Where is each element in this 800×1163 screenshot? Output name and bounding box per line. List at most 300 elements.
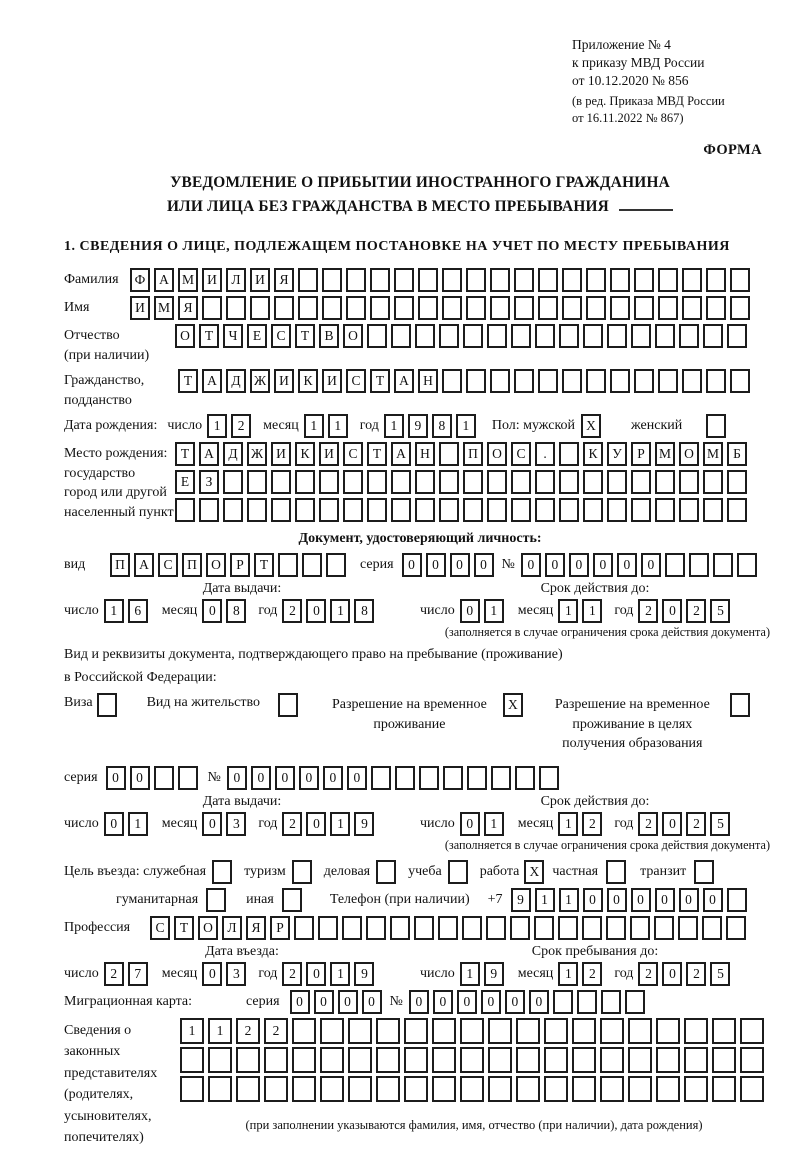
char-box[interactable]: 0 — [617, 553, 637, 577]
char-box[interactable]: 1 — [558, 599, 578, 623]
birth-year-field[interactable] — [384, 414, 480, 438]
char-box[interactable]: 1 — [104, 599, 124, 623]
char-box[interactable]: 0 — [106, 766, 126, 790]
birthplace-row3-field[interactable] — [175, 498, 751, 522]
char-box[interactable]: 3 — [226, 962, 246, 986]
char-box[interactable]: Ж — [250, 369, 270, 393]
char-box[interactable]: 2 — [282, 599, 302, 623]
char-box[interactable] — [488, 1047, 512, 1073]
char-box[interactable] — [600, 1076, 624, 1102]
residence-number-field[interactable] — [227, 766, 563, 790]
char-box[interactable]: П — [182, 553, 202, 577]
char-box[interactable] — [634, 296, 654, 320]
char-box[interactable]: Я — [178, 296, 198, 320]
char-box[interactable] — [559, 470, 579, 494]
char-box[interactable]: 2 — [582, 962, 602, 986]
char-box[interactable] — [292, 1018, 316, 1044]
char-box[interactable] — [442, 268, 462, 292]
char-box[interactable] — [727, 498, 747, 522]
char-box[interactable] — [180, 1047, 204, 1073]
char-box[interactable]: 1 — [559, 888, 579, 912]
char-box[interactable] — [655, 498, 675, 522]
char-box[interactable] — [439, 470, 459, 494]
doc-kind-field[interactable] — [110, 553, 350, 577]
char-box[interactable] — [442, 369, 462, 393]
char-box[interactable]: О — [679, 442, 699, 466]
char-box[interactable] — [737, 553, 757, 577]
residence-valid-month-field[interactable] — [558, 812, 606, 836]
char-box[interactable] — [679, 498, 699, 522]
char-box[interactable] — [250, 296, 270, 320]
char-box[interactable] — [631, 498, 651, 522]
char-box[interactable] — [370, 268, 390, 292]
doc-series-field[interactable] — [402, 553, 498, 577]
patronymic-field[interactable] — [175, 324, 751, 348]
entry-day-field[interactable] — [104, 962, 152, 986]
char-box[interactable] — [439, 324, 459, 348]
char-box[interactable] — [348, 1076, 372, 1102]
char-box[interactable] — [376, 860, 396, 884]
char-box[interactable] — [559, 442, 579, 466]
char-box[interactable] — [394, 268, 414, 292]
char-box[interactable]: 1 — [330, 812, 350, 836]
char-box[interactable] — [295, 498, 315, 522]
residence-issue-day-field[interactable] — [104, 812, 152, 836]
char-box[interactable] — [460, 1076, 484, 1102]
char-box[interactable] — [586, 369, 606, 393]
char-box[interactable]: 1 — [456, 414, 476, 438]
char-box[interactable] — [538, 369, 558, 393]
char-box[interactable]: 0 — [545, 553, 565, 577]
char-box[interactable] — [319, 470, 339, 494]
char-box[interactable]: 2 — [282, 962, 302, 986]
char-box[interactable] — [302, 553, 322, 577]
char-box[interactable] — [544, 1047, 568, 1073]
name-field[interactable] — [130, 296, 754, 320]
char-box[interactable]: 2 — [686, 962, 706, 986]
char-box[interactable]: Н — [415, 442, 435, 466]
char-box[interactable]: 2 — [638, 599, 658, 623]
char-box[interactable] — [514, 369, 534, 393]
char-box[interactable]: С — [158, 553, 178, 577]
char-box[interactable] — [208, 1047, 232, 1073]
char-box[interactable]: Т — [178, 369, 198, 393]
char-box[interactable] — [607, 498, 627, 522]
char-box[interactable] — [572, 1076, 596, 1102]
char-box[interactable] — [665, 553, 685, 577]
char-box[interactable] — [343, 470, 363, 494]
char-box[interactable] — [367, 498, 387, 522]
char-box[interactable]: А — [134, 553, 154, 577]
char-box[interactable]: 0 — [202, 962, 222, 986]
char-box[interactable] — [553, 990, 573, 1014]
char-box[interactable] — [97, 693, 117, 717]
char-box[interactable] — [539, 766, 559, 790]
char-box[interactable]: И — [322, 369, 342, 393]
char-box[interactable]: 0 — [662, 962, 682, 986]
char-box[interactable] — [516, 1018, 540, 1044]
char-box[interactable] — [703, 498, 723, 522]
char-box[interactable] — [538, 296, 558, 320]
char-box[interactable]: 0 — [227, 766, 247, 790]
migration-number-field[interactable] — [409, 990, 649, 1014]
char-box[interactable]: К — [298, 369, 318, 393]
purpose-business-checkbox[interactable] — [376, 860, 400, 884]
char-box[interactable] — [703, 470, 723, 494]
char-box[interactable]: 8 — [226, 599, 246, 623]
char-box[interactable] — [264, 1076, 288, 1102]
char-box[interactable]: 0 — [457, 990, 477, 1014]
char-box[interactable]: 0 — [460, 599, 480, 623]
char-box[interactable] — [630, 916, 650, 940]
char-box[interactable]: Б — [727, 442, 747, 466]
char-box[interactable]: 0 — [521, 553, 541, 577]
phone-field[interactable] — [511, 888, 751, 912]
char-box[interactable] — [625, 990, 645, 1014]
char-box[interactable] — [740, 1076, 764, 1102]
char-box[interactable] — [516, 1076, 540, 1102]
char-box[interactable]: 1 — [180, 1018, 204, 1044]
char-box[interactable]: Л — [226, 268, 246, 292]
char-box[interactable]: 1 — [208, 1018, 232, 1044]
char-box[interactable] — [606, 916, 626, 940]
purpose-tourism-checkbox[interactable] — [292, 860, 316, 884]
char-box[interactable]: 2 — [686, 812, 706, 836]
char-box[interactable]: 0 — [460, 812, 480, 836]
char-box[interactable]: Т — [295, 324, 315, 348]
char-box[interactable] — [628, 1047, 652, 1073]
char-box[interactable]: Ж — [247, 442, 267, 466]
char-box[interactable] — [727, 470, 747, 494]
char-box[interactable] — [212, 860, 232, 884]
char-box[interactable]: 0 — [433, 990, 453, 1014]
char-box[interactable] — [730, 268, 750, 292]
char-box[interactable]: 8 — [354, 599, 374, 623]
char-box[interactable] — [467, 766, 487, 790]
citizenship-field[interactable] — [178, 369, 754, 393]
char-box[interactable] — [628, 1018, 652, 1044]
char-box[interactable] — [658, 369, 678, 393]
char-box[interactable] — [610, 369, 630, 393]
char-box[interactable] — [391, 324, 411, 348]
char-box[interactable] — [491, 766, 511, 790]
residence-valid-year-field[interactable] — [638, 812, 734, 836]
char-box[interactable] — [278, 693, 298, 717]
char-box[interactable] — [656, 1076, 680, 1102]
char-box[interactable] — [577, 990, 597, 1014]
residence-permit-checkbox[interactable] — [278, 693, 302, 717]
char-box[interactable] — [631, 470, 651, 494]
char-box[interactable] — [319, 498, 339, 522]
char-box[interactable] — [320, 1047, 344, 1073]
char-box[interactable] — [703, 324, 723, 348]
char-box[interactable]: У — [607, 442, 627, 466]
doc-issue-year-field[interactable] — [282, 599, 378, 623]
char-box[interactable]: С — [150, 916, 170, 940]
char-box[interactable] — [404, 1076, 428, 1102]
char-box[interactable]: . — [535, 442, 555, 466]
char-box[interactable] — [390, 916, 410, 940]
char-box[interactable] — [292, 860, 312, 884]
char-box[interactable] — [684, 1076, 708, 1102]
char-box[interactable]: С — [343, 442, 363, 466]
char-box[interactable] — [511, 470, 531, 494]
char-box[interactable]: 1 — [304, 414, 324, 438]
char-box[interactable] — [376, 1018, 400, 1044]
char-box[interactable] — [466, 268, 486, 292]
char-box[interactable]: 1 — [328, 414, 348, 438]
surname-field[interactable] — [130, 268, 754, 292]
char-box[interactable] — [658, 296, 678, 320]
char-box[interactable]: 9 — [354, 812, 374, 836]
char-box[interactable]: 0 — [481, 990, 501, 1014]
char-box[interactable] — [247, 498, 267, 522]
char-box[interactable]: 0 — [662, 812, 682, 836]
char-box[interactable]: 1 — [207, 414, 227, 438]
char-box[interactable]: А — [154, 268, 174, 292]
char-box[interactable]: 6 — [128, 599, 148, 623]
char-box[interactable] — [178, 766, 198, 790]
char-box[interactable]: 0 — [607, 888, 627, 912]
sex-female-checkbox[interactable] — [706, 414, 730, 438]
char-box[interactable] — [516, 1047, 540, 1073]
char-box[interactable] — [486, 916, 506, 940]
char-box[interactable] — [487, 498, 507, 522]
char-box[interactable]: А — [394, 369, 414, 393]
char-box[interactable] — [712, 1018, 736, 1044]
char-box[interactable] — [271, 470, 291, 494]
char-box[interactable] — [488, 1076, 512, 1102]
char-box[interactable]: К — [583, 442, 603, 466]
char-box[interactable] — [689, 553, 709, 577]
char-box[interactable] — [583, 498, 603, 522]
char-box[interactable]: М — [703, 442, 723, 466]
purpose-transit-checkbox[interactable] — [694, 860, 718, 884]
char-box[interactable] — [511, 498, 531, 522]
char-box[interactable] — [439, 442, 459, 466]
char-box[interactable] — [404, 1047, 428, 1073]
char-box[interactable] — [206, 888, 226, 912]
stay-day-field[interactable] — [460, 962, 508, 986]
representatives-row1-field[interactable] — [180, 1018, 768, 1044]
char-box[interactable] — [348, 1047, 372, 1073]
char-box[interactable]: Р — [270, 916, 290, 940]
char-box[interactable] — [463, 470, 483, 494]
char-box[interactable]: 0 — [662, 599, 682, 623]
char-box[interactable]: А — [202, 369, 222, 393]
char-box[interactable]: 0 — [306, 962, 326, 986]
char-box[interactable] — [298, 296, 318, 320]
char-box[interactable] — [631, 324, 651, 348]
birth-month-field[interactable] — [304, 414, 352, 438]
char-box[interactable] — [264, 1047, 288, 1073]
purpose-work-checkbox[interactable] — [524, 860, 548, 884]
char-box[interactable]: Д — [223, 442, 243, 466]
char-box[interactable]: П — [463, 442, 483, 466]
residence-valid-day-field[interactable] — [460, 812, 508, 836]
char-box[interactable] — [682, 268, 702, 292]
char-box[interactable]: 9 — [408, 414, 428, 438]
char-box[interactable]: X — [524, 860, 544, 884]
char-box[interactable]: 0 — [306, 599, 326, 623]
visa-checkbox[interactable] — [97, 693, 121, 717]
char-box[interactable] — [682, 296, 702, 320]
char-box[interactable] — [582, 916, 602, 940]
char-box[interactable]: В — [319, 324, 339, 348]
char-box[interactable] — [432, 1047, 456, 1073]
char-box[interactable] — [706, 414, 726, 438]
doc-valid-year-field[interactable] — [638, 599, 734, 623]
char-box[interactable]: 5 — [710, 599, 730, 623]
char-box[interactable] — [679, 470, 699, 494]
char-box[interactable] — [370, 296, 390, 320]
char-box[interactable] — [223, 470, 243, 494]
char-box[interactable]: 1 — [330, 962, 350, 986]
char-box[interactable]: 1 — [535, 888, 555, 912]
representatives-row2-field[interactable] — [180, 1047, 768, 1073]
purpose-official-checkbox[interactable] — [212, 860, 236, 884]
char-box[interactable] — [466, 369, 486, 393]
char-box[interactable] — [226, 296, 246, 320]
char-box[interactable] — [418, 296, 438, 320]
char-box[interactable] — [488, 1018, 512, 1044]
char-box[interactable] — [562, 369, 582, 393]
char-box[interactable] — [607, 470, 627, 494]
char-box[interactable] — [371, 766, 391, 790]
char-box[interactable]: 0 — [290, 990, 310, 1014]
char-box[interactable]: 0 — [426, 553, 446, 577]
char-box[interactable] — [223, 498, 243, 522]
char-box[interactable] — [415, 470, 435, 494]
char-box[interactable] — [415, 324, 435, 348]
char-box[interactable] — [656, 1018, 680, 1044]
char-box[interactable]: 2 — [104, 962, 124, 986]
char-box[interactable] — [586, 268, 606, 292]
char-box[interactable] — [462, 916, 482, 940]
char-box[interactable] — [180, 1076, 204, 1102]
char-box[interactable]: 0 — [474, 553, 494, 577]
char-box[interactable]: 0 — [593, 553, 613, 577]
char-box[interactable]: З — [199, 470, 219, 494]
char-box[interactable]: 0 — [450, 553, 470, 577]
char-box[interactable] — [395, 766, 415, 790]
char-box[interactable]: С — [511, 442, 531, 466]
char-box[interactable] — [346, 268, 366, 292]
char-box[interactable] — [606, 860, 626, 884]
char-box[interactable] — [320, 1018, 344, 1044]
char-box[interactable]: Я — [246, 916, 266, 940]
char-box[interactable]: 0 — [323, 766, 343, 790]
char-box[interactable] — [559, 498, 579, 522]
char-box[interactable] — [586, 296, 606, 320]
char-box[interactable] — [712, 1076, 736, 1102]
char-box[interactable] — [236, 1076, 260, 1102]
char-box[interactable]: 0 — [306, 812, 326, 836]
char-box[interactable] — [346, 296, 366, 320]
char-box[interactable]: 0 — [655, 888, 675, 912]
char-box[interactable]: Т — [254, 553, 274, 577]
char-box[interactable] — [558, 916, 578, 940]
char-box[interactable] — [562, 296, 582, 320]
char-box[interactable]: И — [274, 369, 294, 393]
char-box[interactable]: 0 — [631, 888, 651, 912]
char-box[interactable]: 1 — [484, 812, 504, 836]
char-box[interactable] — [202, 296, 222, 320]
char-box[interactable] — [544, 1076, 568, 1102]
char-box[interactable]: Т — [367, 442, 387, 466]
char-box[interactable] — [562, 268, 582, 292]
char-box[interactable] — [460, 1047, 484, 1073]
char-box[interactable]: Е — [175, 470, 195, 494]
char-box[interactable]: Т — [175, 442, 195, 466]
char-box[interactable]: О — [487, 442, 507, 466]
char-box[interactable] — [600, 1018, 624, 1044]
char-box[interactable] — [376, 1076, 400, 1102]
char-box[interactable] — [538, 268, 558, 292]
char-box[interactable] — [706, 268, 726, 292]
char-box[interactable]: 2 — [582, 812, 602, 836]
char-box[interactable] — [391, 498, 411, 522]
char-box[interactable] — [628, 1076, 652, 1102]
char-box[interactable]: 2 — [686, 599, 706, 623]
char-box[interactable]: Т — [174, 916, 194, 940]
char-box[interactable] — [658, 268, 678, 292]
doc-valid-day-field[interactable] — [460, 599, 508, 623]
char-box[interactable]: 2 — [264, 1018, 288, 1044]
representatives-row3-field[interactable] — [180, 1076, 768, 1102]
char-box[interactable]: 1 — [330, 599, 350, 623]
char-box[interactable]: 0 — [583, 888, 603, 912]
char-box[interactable]: 0 — [202, 812, 222, 836]
temp-residence-checkbox[interactable] — [503, 693, 527, 717]
char-box[interactable]: 9 — [484, 962, 504, 986]
char-box[interactable]: И — [271, 442, 291, 466]
char-box[interactable]: 9 — [511, 888, 531, 912]
char-box[interactable] — [727, 888, 747, 912]
doc-issue-month-field[interactable] — [202, 599, 250, 623]
char-box[interactable]: 0 — [679, 888, 699, 912]
char-box[interactable] — [610, 268, 630, 292]
char-box[interactable] — [634, 369, 654, 393]
char-box[interactable] — [432, 1018, 456, 1044]
char-box[interactable] — [463, 498, 483, 522]
char-box[interactable] — [702, 916, 722, 940]
char-box[interactable] — [199, 498, 219, 522]
stay-year-field[interactable] — [638, 962, 734, 986]
char-box[interactable] — [583, 470, 603, 494]
char-box[interactable] — [367, 470, 387, 494]
char-box[interactable]: 2 — [236, 1018, 260, 1044]
char-box[interactable] — [274, 296, 294, 320]
char-box[interactable] — [208, 1076, 232, 1102]
char-box[interactable] — [318, 916, 338, 940]
char-box[interactable]: 0 — [703, 888, 723, 912]
char-box[interactable]: 2 — [638, 962, 658, 986]
char-box[interactable] — [175, 498, 195, 522]
birthplace-row2-field[interactable] — [175, 470, 751, 494]
char-box[interactable] — [534, 916, 554, 940]
char-box[interactable] — [655, 324, 675, 348]
char-box[interactable]: 2 — [231, 414, 251, 438]
char-box[interactable] — [740, 1047, 764, 1073]
birth-day-field[interactable] — [207, 414, 255, 438]
char-box[interactable]: П — [110, 553, 130, 577]
char-box[interactable] — [610, 296, 630, 320]
char-box[interactable] — [713, 553, 733, 577]
char-box[interactable]: 0 — [409, 990, 429, 1014]
char-box[interactable] — [460, 1018, 484, 1044]
char-box[interactable] — [634, 268, 654, 292]
